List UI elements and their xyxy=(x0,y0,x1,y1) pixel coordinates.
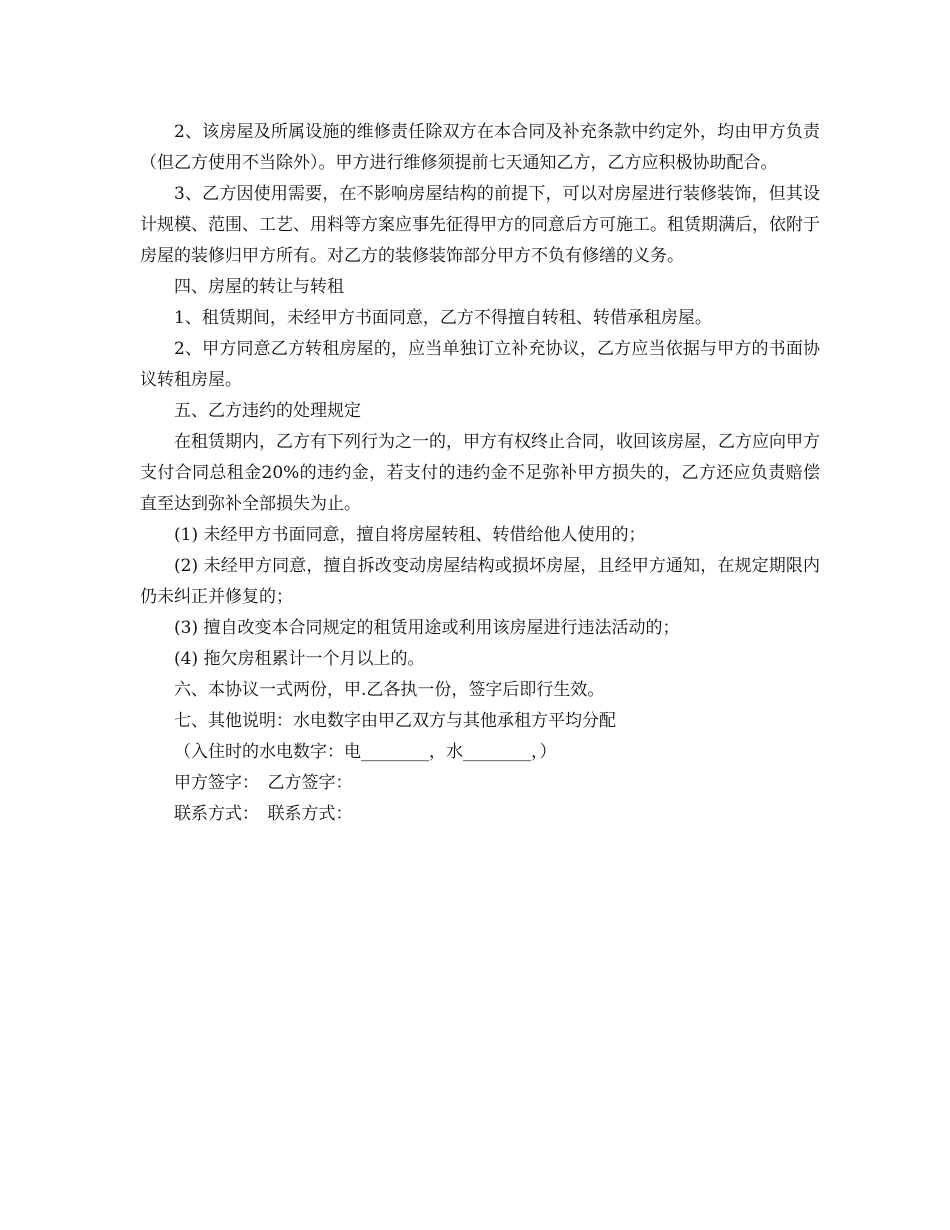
clause-paragraph: 在租赁期内，乙方有下列行为之一的，甲方有权终止合同，收回该房屋，乙方应向甲方支付合同总租金20%的违约金，若支付的违约金不足弥补甲方损失的，乙方还应负责赔偿直至达到弥补全部损失为止。 xyxy=(140,432,820,514)
clause-paragraph: 2、甲方同意乙方转租房屋的，应当单独订立补充协议，乙方应当依据与甲方的书面协议转租房屋。 xyxy=(140,339,820,390)
clause-paragraph: 3、乙方因使用需要，在不影响房屋结构的前提下，可以对房屋进行装修装饰，但其设计规模、范围、工艺、用料等方案应事先征得甲方的同意后方可施工。租赁期满后，依附于房屋的装修归甲方所有。对乙方的装修装饰部分甲方不负有修缮的义务。 xyxy=(140,184,820,266)
clause-paragraph: 2、该房屋及所属设施的维修责任除双方在本合同及补充条款中约定外，均由甲方负责（但乙方使用不当除外）。甲方进行维修须提前七天通知乙方，乙方应积极协助配合。 xyxy=(140,122,820,173)
clause-paragraph: 七、其他说明：水电数字由甲乙双方与其他承租方平均分配 xyxy=(174,711,616,731)
list-item: (2) 未经甲方同意，擅自拆改变动房屋结构或损坏房屋，且经甲方通知，在规定期限内仍未纠正并修复的； xyxy=(140,556,820,607)
list-item: (4) 拖欠房租累计一个月以上的。 xyxy=(174,649,425,669)
contact-line: 联系方式： 联系方式： xyxy=(174,804,353,824)
list-item: (3) 擅自改变本合同规定的租赁用途或利用该房屋进行违法活动的； xyxy=(174,618,680,638)
document-body xyxy=(140,117,820,830)
signature-line: 甲方签字： 乙方签字： xyxy=(174,773,353,793)
section-heading: 四、房屋的转让与转租 xyxy=(174,277,344,297)
section-heading: 五、乙方违约的处理规定 xyxy=(174,401,361,421)
clause-paragraph: 1、租赁期间，未经甲方书面同意，乙方不得擅自转租、转借承租房屋。 xyxy=(174,308,712,328)
clause-paragraph: 六、本协议一式两份，甲.乙各执一份，签字后即行生效。 xyxy=(174,680,605,700)
list-item: (1) 未经甲方书面同意，擅自将房屋转租、转借给他人使用的； xyxy=(174,525,646,545)
meter-reading-line: （入住时的水电数字：电________，水________，） xyxy=(174,742,557,762)
